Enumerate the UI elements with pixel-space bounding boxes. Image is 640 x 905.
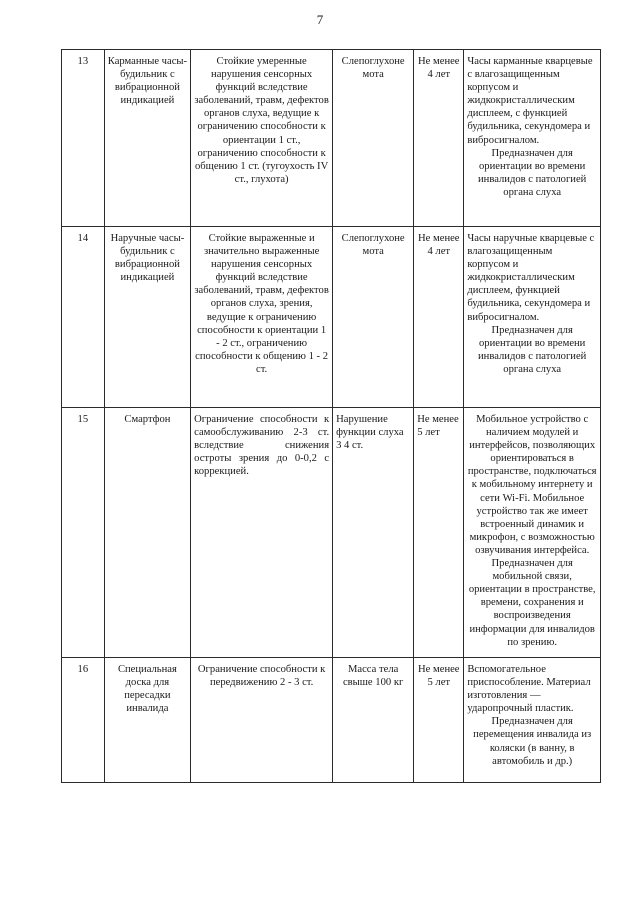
indications: Ограничение способности к передвижению 2 - 3 ст. bbox=[191, 658, 333, 783]
description bbox=[464, 50, 601, 227]
indications: Ограничение способности к самообслуживанию 2-3 ст. вследствие снижения остроты зрения до 0-0,2 с коррекцией. bbox=[191, 408, 333, 658]
row-number: 13 bbox=[62, 50, 105, 227]
row-number: 15 bbox=[62, 408, 105, 658]
description-purpose: Предназначен для ориентации во времени инвалидов с патологией органа слуха bbox=[478, 324, 587, 375]
usage-term: Не менее 5 лет bbox=[414, 658, 464, 783]
medical-indications: Нарушение функции слуха 3 4 ст. bbox=[333, 408, 414, 658]
document-table bbox=[61, 49, 601, 783]
indications: Стойкие выраженные и значительно выраженные нарушения сенсорных функций вследствие заболеваний, травм, дефектов органов слуха, зрения, ведущие к ограничению способности к ориентации 1 - 2 ст., ограничению способности к общению 1 - 2 ст. bbox=[191, 227, 333, 408]
description-text: Часы карманные кварцевые с влагозащищенным корпусом и жидкокристаллическим дисплеем, с функцией будильника, секундомера и вибросигналом. bbox=[467, 56, 593, 146]
usage-term: Не менее 4 лет bbox=[414, 227, 464, 408]
table-row bbox=[62, 227, 601, 408]
medical-indications: Слепоглухоне мота bbox=[333, 50, 414, 227]
page-number: 7 bbox=[316, 12, 324, 27]
description-text: Вспомогательное приспособление. Материал изготовления — ударопрочный пластик. bbox=[467, 664, 591, 715]
description-purpose: Предназначен для ориентации во времени инвалидов с патологией органа слуха bbox=[478, 147, 587, 198]
table-row bbox=[62, 408, 601, 658]
product-name: Смартфон bbox=[104, 408, 190, 658]
description bbox=[464, 227, 601, 408]
product-name: Карманные часы-будильник с вибрационной индикацией bbox=[104, 50, 190, 227]
description-text: Мобильное устройство с наличием модулей и интерфейсов, позволяющих ориентироваться в пространстве, подключаться к мобильному интернету и сети Wi-Fi. Мобильное устройство так же имеет встроенный динамик и микрофон, с возможностью озвучивания интерфейса. Предназначен для мобильной связи, ориентации в пространстве, времени, сохранения и воспроизведения информации для инвалидов по зрению. bbox=[467, 414, 597, 648]
usage-term: Не менее 5 лет bbox=[414, 408, 464, 658]
product-name: Специальная доска для пересадки инвалида bbox=[104, 658, 190, 783]
table-row bbox=[62, 658, 601, 783]
usage-term: Не менее 4 лет bbox=[414, 50, 464, 227]
row-number: 16 bbox=[62, 658, 105, 783]
indications: Стойкие умеренные нарушения сенсорных функций вследствие заболеваний, травм, дефектов органов слуха, ведущие к ограничению способности к ориентации 1 ст., ограничению способности к общению 1 ст. (тугоухость IV ст., глухота) bbox=[191, 50, 333, 227]
description-text: Часы наручные кварцевые с влагозащищенным корпусом и жидкокристаллическим дисплеем, функцией будильника, секундомера и вибросигналом. bbox=[467, 233, 595, 323]
description-purpose: Предназначен для перемещения инвалида из коляски (в ванну, в автомобиль и др.) bbox=[473, 716, 592, 767]
medical-indications: Масса тела свыше 100 кг bbox=[333, 658, 414, 783]
description bbox=[464, 408, 601, 658]
medical-indications: Слепоглухоне мота bbox=[333, 227, 414, 408]
row-number: 14 bbox=[62, 227, 105, 408]
description bbox=[464, 658, 601, 783]
product-name: Наручные часы-будильник с вибрационной индикацией bbox=[104, 227, 190, 408]
table-row bbox=[62, 50, 601, 227]
